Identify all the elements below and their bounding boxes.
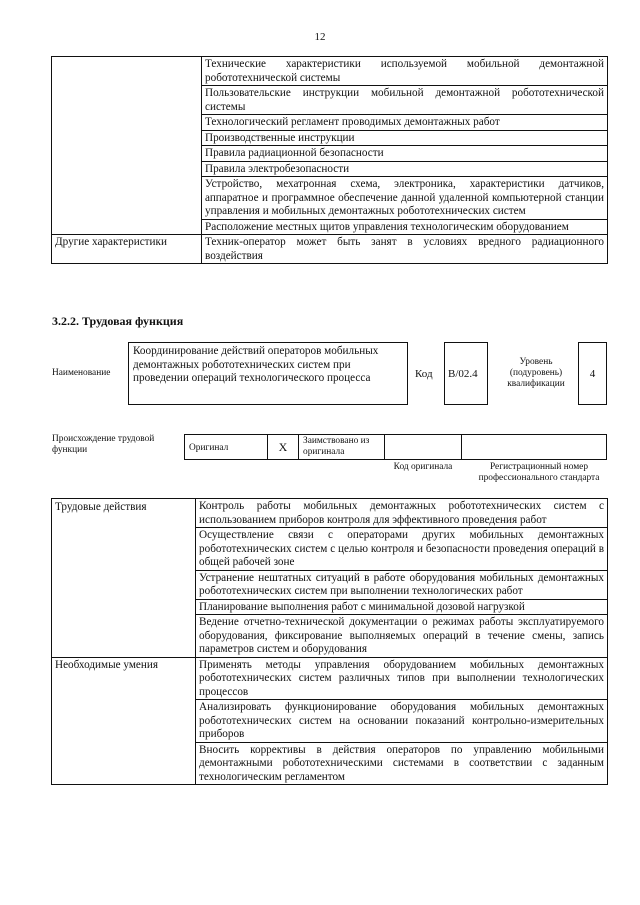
table-cell: Технологический регламент проводимых демонтажных работ (202, 115, 608, 131)
section-heading (52, 315, 183, 329)
original-code-box (384, 434, 462, 460)
code-label: Код (415, 368, 433, 380)
level-value: 4 (578, 342, 607, 405)
original-mark: X (267, 434, 299, 460)
table-cell: Вносить коррективы в действия операторов по управлению мобильными демонтажными робототехническими системами в соответствии с заданным технологическим регламентом (196, 742, 608, 785)
table-cell: Устройство, мехатронная схема, электроника, характеристики датчиков, аппаратное и программное обеспечение данной удаленной компьютерной станции управления и мобильных демонтажных робототехнических систем (202, 177, 608, 220)
section-number: 3.2.2. (52, 314, 79, 328)
table-cell: Контроль работы мобильных демонтажных робототехнических систем с использованием приборов контроля для эффективного проведения работ (196, 499, 608, 528)
table-cell: Техник-оператор может быть занят в условиях вредного радиационного воздействия (202, 235, 608, 264)
table-row (52, 657, 608, 700)
row-label: Другие характеристики (52, 235, 202, 264)
table-cell: Правила электробезопасности (202, 161, 608, 177)
original-label: Оригинал (184, 434, 268, 460)
borrowed-label: Заимствовано из оригинала (298, 434, 385, 460)
group-label: Трудовые действия (52, 499, 196, 658)
table-row (52, 235, 608, 264)
section-title: Трудовая функция (82, 314, 184, 328)
origin-label: Происхождение трудовой функции (52, 434, 155, 455)
level-label: Уровень (подуровень) квалификации (507, 357, 565, 389)
table-cell: Анализировать функционирование оборудования мобильных демонтажных робототехнических систем на основании показаний контрольно-измерительных приборов (196, 700, 608, 743)
table-cell: Ведение отчетно-технической документации о режимах работы эксплуатируемого оборудования, фиксирование выполняемых операций в течение смены, запись параметров систем и оборудования (196, 615, 608, 658)
group-label: Необходимые умения (52, 657, 196, 785)
table-cell: Расположение местных щитов управления технологическим оборудованием (202, 219, 608, 235)
table-cell: Осуществление связи с операторами других мобильных демонтажных робототехнических систем с целью контроля и безопасности проведения операций в общей рабочей зоне (196, 528, 608, 571)
table-cell: Производственные инструкции (202, 130, 608, 146)
function-name: Координирование действий операторов мобильных демонтажных робототехнических систем при проведении операций технологического процесса (128, 342, 408, 405)
function-details-table (51, 498, 608, 785)
table-cell: Правила радиационной безопасности (202, 146, 608, 162)
original-code-caption: Код оригинала (393, 462, 453, 472)
table-cell: Планирование выполнения работ с минимальной дозовой нагрузкой (196, 599, 608, 615)
table-cell: Пользовательские инструкции мобильной демонтажной робототехнической системы (202, 86, 608, 115)
registration-number-box (461, 434, 607, 460)
table-row (52, 57, 608, 86)
name-label: Наименование (52, 368, 111, 378)
code-value: B/02.4 (444, 342, 488, 405)
table-cell: Технические характеристики используемой мобильной демонтажной робототехнической системы (202, 57, 608, 86)
registration-number-caption: Регистрационный номер профессионального стандарта (478, 462, 600, 483)
table-row (52, 499, 608, 528)
table-cell: Устранение нештатных ситуаций в работе оборудования мобильных демонтажных робототехнических систем при выполнении технологических работ (196, 570, 608, 599)
characteristics-table (51, 56, 608, 264)
page-number: 12 (314, 31, 326, 43)
row-label (52, 57, 202, 235)
table-cell: Применять методы управления оборудованием мобильных демонтажных робототехнических систем различных типов при выполнении технологических процессов (196, 657, 608, 700)
